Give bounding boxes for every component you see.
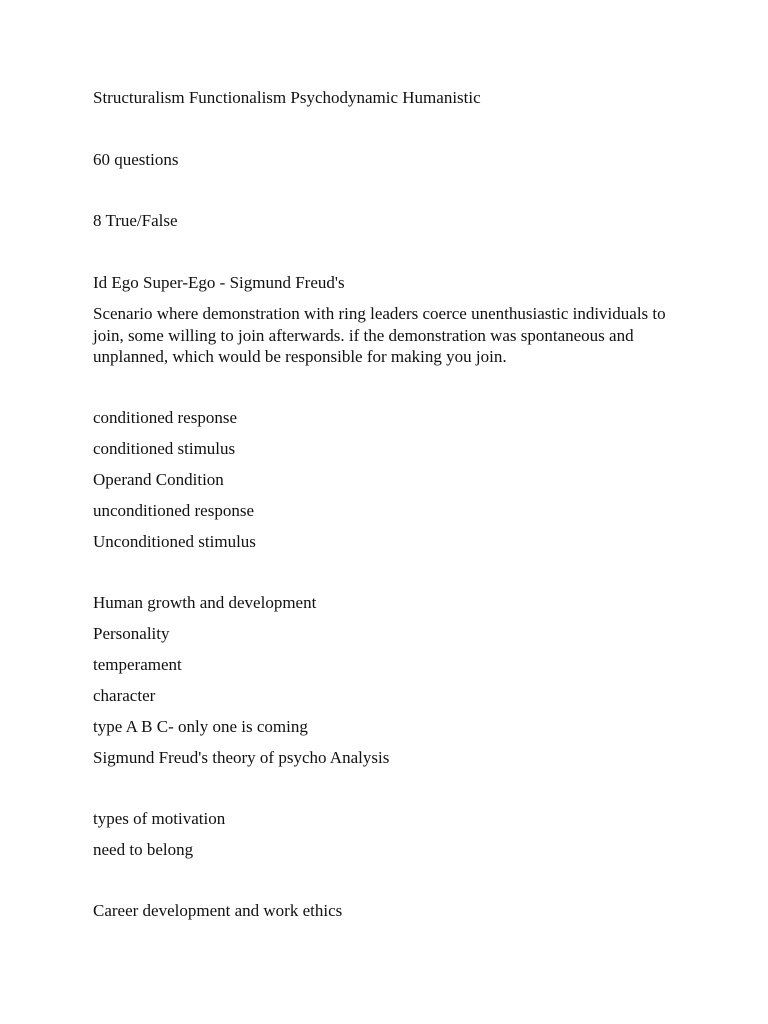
topic-unconditioned-stimulus: Unconditioned stimulus <box>93 532 256 551</box>
scenario-paragraph: Scenario where demonstration with ring leaders coerce unenthusiastic individuals to join, some willing to join afterwards. if the demonstration was spontaneous and unplanned, which would be responsible for making you join. <box>93 304 666 366</box>
topic-character: character <box>93 686 156 705</box>
topic-type-abc: type A B C- only one is coming <box>93 717 308 736</box>
true-false-count: 8 True/False <box>93 211 178 230</box>
topic-id-ego-superego: Id Ego Super-Ego - Sigmund Freud's <box>93 273 345 292</box>
topic-personality: Personality <box>93 624 170 643</box>
topic-career-development: Career development and work ethics <box>93 901 343 920</box>
question-count: 60 questions <box>93 150 179 169</box>
topic-schools-of-thought: Structuralism Functionalism Psychodynamic Humanistic <box>93 88 481 107</box>
topic-temperament: temperament <box>93 655 182 674</box>
topic-human-growth: Human growth and development <box>93 593 317 612</box>
topic-types-of-motivation: types of motivation <box>93 809 226 828</box>
topic-need-to-belong: need to belong <box>93 840 194 859</box>
topic-conditioned-response: conditioned response <box>93 408 237 427</box>
topic-psychoanalysis: Sigmund Freud's theory of psycho Analysis <box>93 748 390 767</box>
topic-unconditioned-response: unconditioned response <box>93 501 254 520</box>
topic-conditioned-stimulus: conditioned stimulus <box>93 439 236 458</box>
topic-operand-condition: Operand Condition <box>93 470 224 489</box>
